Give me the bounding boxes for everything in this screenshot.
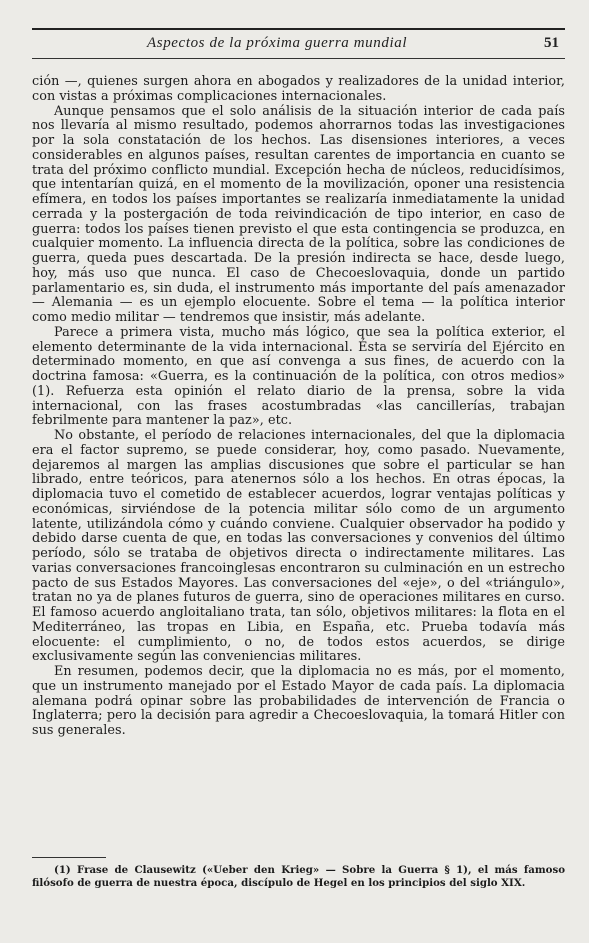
header-rule: [32, 58, 565, 59]
paragraph: ción —, quienes surgen ahora en abogados y realizadores de la unidad interior, con vistas a próximas complicaciones internacionales.: [32, 74, 565, 104]
body-text: [32, 75, 565, 739]
running-title: Aspectos de la próxima guerra mundial: [147, 35, 408, 51]
footnote: (1) Frase de Clausewitz («Ueber den Krieg» — Sobre la Guerra § 1), el más famoso filósofo de guerra de nuestra época, discípulo de Hegel en los principios del siglo XIX.: [32, 864, 565, 889]
page-number: 51: [544, 35, 559, 51]
running-head: [32, 35, 565, 57]
paragraph: Aunque pensamos que el solo análisis de la situación interior de cada país nos llevaría al mismo resultado, podemos ahorrarnos todas las investigaciones por la sola constatación de los hechos. Las disensiones interiores, a veces considerables en algunos países, resultan carentes de importancia en cuanto se trata del próximo conflicto mundial. Excepción hecha de núcleos, reducidísimos, que intentarían quizá, en el momento de la movilización, oponer una resistencia efímera, en todos los países importantes se realizaría inmediatamente la unidad cerrada y la postergación de toda reivindicación de tipo interior, en caso de guerra: todos los países tienen previsto el que esta contingencia se produzca, en cualquier momento. La influencia directa de la política, sobre las condiciones de guerra, queda pues descartada. De la presión indirecta se hace, desde luego, hoy, más uso que nunca. El caso de Checoeslovaquia, donde un partido parlamentario es, sin duda, el instrumento más importante del país amenazador — Alemania — es un ejemplo elocuente. Sobre el tema — la política interior como medio militar — tendremos que insistir, más adelante.: [32, 103, 565, 325]
footnote-rule: [32, 857, 106, 858]
top-rule: [32, 28, 565, 30]
paragraph: No obstante, el período de relaciones internacionales, del que la diplomacia era el factor supremo, se puede considerar, hoy, como pasado. Nuevamente, dejaremos al margen las amplias discusiones que sobre el particular se han librado, entre teóricos, para atenernos sólo a los hechos. En otras épocas, la diplomacia tuvo el cometido de establecer acuerdos, lograr ventajas políticas y económicas, sirviéndose de la potencia militar sólo como de un argumento latente, utilizándola cómo y cuándo conviene. Cualquier observador ha podido y debido darse cuenta de que, en todas las conversaciones y convenios del último período, sólo se trataba de objetivos directa o indirectamente militares. Las varias conversaciones francoinglesas encontraron su culminación en un estrecho pacto de sus Estados Mayores. Las conversaciones del «eje», o del «triángulo», tratan no ya de planes futuros de guerra, sino de operaciones militares en curso. El famoso acuerdo angloitaliano trata, tan sólo, objetivos militares: la flota en el Mediterráneo, las tropas en Libia, en España, etc. Prueba todavía más elocuente: el cumplimiento, o no, de todos estos acuerdos, se dirige exclusivamente según las conveniencias militares.: [32, 428, 565, 665]
paragraph: En resumen, podemos decir, que la diplomacia no es más, por el momento, que un instrumento manejado por el Estado Mayor de cada país. La diplomacia alemana podrá opinar sobre las probabilidades de intervención de Francia o Inglaterra; pero la decisión para agredir a Checoeslovaquia, la tomará Hitler con sus generales.: [32, 664, 565, 738]
paragraph: Parece a primera vista, mucho más lógico, que sea la política exterior, el elemento determinante de la vida internacional. Ésta se serviría del Ejército en determinado momento, en que así convenga a sus fines, de acuerdo con la doctrina famosa: «Guerra, es la continuación de la política, con otros medios» (1). Refuerza esta opinión el relato diario de la prensa, sobre la vida internacional, con las frases acostumbradas «las cancillerías, trabajan febrilmente para mantener la paz», etc.: [32, 324, 565, 429]
